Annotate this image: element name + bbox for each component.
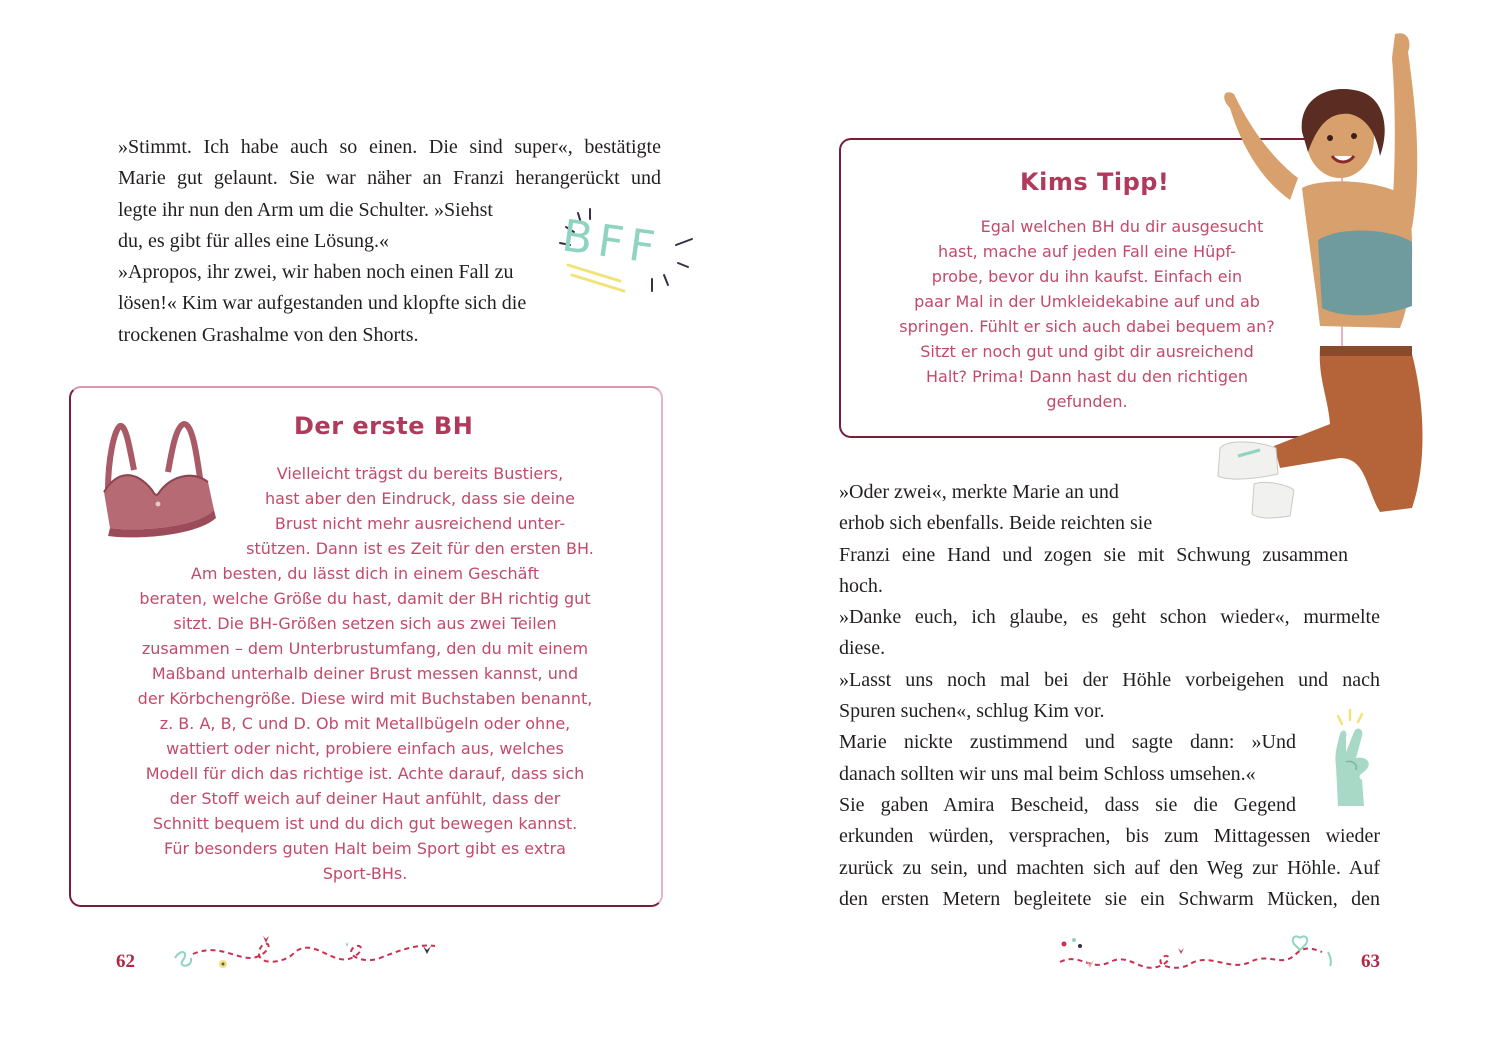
prose-line: Marie gut gelaunt. Sie war näher an Franzi herangerückt und bbox=[118, 167, 661, 190]
box-body bbox=[100, 461, 630, 886]
box-line: Sport-BHs. bbox=[322, 864, 408, 883]
prose-line: diese. bbox=[839, 637, 886, 660]
box-line: sitzt. Die BH-Größen setzen sich aus zwei Teilen bbox=[173, 614, 557, 633]
bff-doodle bbox=[548, 205, 698, 300]
box-line: der Stoff weich auf deiner Haut anfühlt, dass der bbox=[169, 789, 561, 808]
box-line: beraten, welche Größe du hast, damit der BH richtig gut bbox=[139, 589, 591, 608]
prose-line: den ersten Metern begleitete sie ein Schwarm Mücken, den bbox=[839, 887, 1380, 910]
box-line: Maßband unterhalb deiner Brust messen kannst, und bbox=[151, 664, 579, 683]
box-line: Modell für dich das richtige ist. Achte darauf, dass sich bbox=[145, 764, 585, 783]
box-line: zusammen – dem Unterbrustumfang, den du mit einem bbox=[141, 639, 589, 658]
page-number: 63 bbox=[1361, 951, 1380, 972]
prose-line: »Danke euch, ich glaube, es geht schon wieder«, murmelte bbox=[839, 606, 1380, 629]
prose-line: Spuren suchen«, schlug Kim vor. bbox=[839, 700, 1105, 723]
dashed-path-ornament-left bbox=[165, 930, 450, 980]
prose-line: Marie nickte zustimmend und sagte dann: »Und bbox=[839, 731, 1296, 754]
prose-line: danach sollten wir uns mal beim Schloss umsehen.« bbox=[839, 762, 1256, 785]
box-line: Am besten, du lässt dich in einem Geschäft bbox=[190, 564, 540, 583]
prose-line: »Lasst uns noch mal bei der Höhle vorbeigehen und nach bbox=[839, 668, 1380, 691]
box-line: probe, bevor du ihn kaufst. Einfach ein bbox=[931, 267, 1243, 286]
prose-line: trockenen Grashalme von den Shorts. bbox=[118, 323, 419, 346]
box-title: Kims Tipp! bbox=[1020, 168, 1170, 196]
right-prose bbox=[839, 477, 1380, 915]
box-line: hast, mache auf jeden Fall eine Hüpf- bbox=[938, 242, 1236, 261]
box-line: Halt? Prima! Dann hast du den richtigen bbox=[926, 367, 1248, 386]
page-number: 62 bbox=[116, 951, 135, 972]
box-line: Egal welchen BH du dir ausgesucht bbox=[980, 217, 1264, 236]
dashed-path-ornament-right bbox=[1050, 932, 1340, 982]
box-line: gefunden. bbox=[1046, 392, 1128, 411]
prose-line: lösen!« Kim war aufgestanden und klopfte sich die bbox=[118, 292, 527, 315]
box-line: hast aber den Eindruck, dass sie deine bbox=[265, 489, 575, 508]
prose-line: zurück zu sein, und machten sich auf den Weg zur Höhle. Auf bbox=[839, 856, 1380, 879]
right-page bbox=[750, 0, 1500, 1061]
peace-hand-illustration bbox=[1316, 702, 1386, 812]
box-line: Vielleicht trägst du bereits Bustiers, bbox=[276, 464, 564, 483]
prose-line: erkunden würden, versprachen, bis zum Mittagessen wieder bbox=[839, 825, 1380, 848]
prose-line: »Oder zwei«, merkte Marie an und bbox=[839, 481, 1119, 503]
box-line: wattiert oder nicht, probiere einfach aus, welches bbox=[166, 739, 564, 758]
box-line: Für besonders guten Halt beim Sport gibt es extra bbox=[164, 839, 566, 858]
prose-line: du, es gibt für alles eine Lösung.« bbox=[118, 229, 390, 252]
jumping-girl-illustration bbox=[1190, 28, 1430, 528]
box-line: stützen. Dann ist es Zeit für den ersten BH. bbox=[246, 539, 594, 558]
box-line: Sitzt er noch gut und gibt dir ausreichend bbox=[920, 342, 1254, 361]
bff-text: BFF bbox=[558, 210, 664, 275]
prose-line: »Apropos, ihr zwei, wir haben noch einen Fall zu bbox=[118, 261, 514, 284]
prose-line: Sie gaben Amira Bescheid, dass sie die Gegend bbox=[839, 793, 1296, 816]
box-line: Brust nicht mehr ausreichend unter- bbox=[274, 514, 566, 533]
box-line: springen. Fühlt er sich auch dabei bequem an? bbox=[899, 317, 1275, 336]
box-line: z. B. A, B, C und D. Ob mit Metallbügeln oder ohne, bbox=[159, 714, 571, 733]
prose-line: erhob sich ebenfalls. Beide reichten sie bbox=[839, 512, 1153, 535]
box-line: paar Mal in der Umkleidekabine auf und ab bbox=[914, 292, 1260, 311]
prose-line: »Stimmt. Ich habe auch so einen. Die sind super«, bestätigte bbox=[118, 136, 661, 158]
box-line: der Körbchengröße. Diese wird mit Buchstaben benannt, bbox=[137, 689, 593, 708]
prose-line: legte ihr nun den Arm um die Schulter. »Siehst bbox=[118, 198, 493, 221]
box-line: Schnitt bequem ist und du dich gut bewegen kannst. bbox=[152, 814, 578, 833]
prose-line: hoch. bbox=[839, 574, 883, 597]
box-title: Der erste BH bbox=[294, 412, 474, 440]
prose-line: Franzi eine Hand und zogen sie mit Schwung zusammen bbox=[839, 543, 1348, 566]
